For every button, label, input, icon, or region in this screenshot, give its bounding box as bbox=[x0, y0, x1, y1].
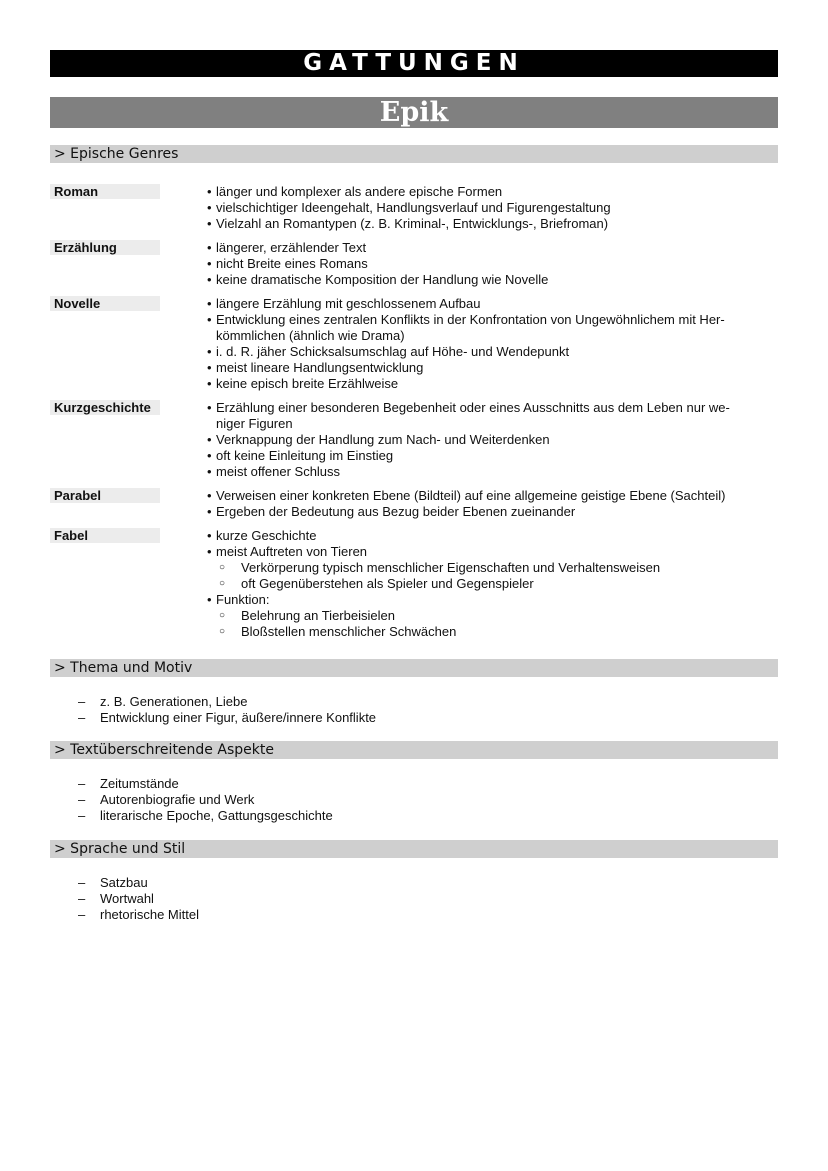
genre-items bbox=[194, 488, 742, 520]
genre-row bbox=[50, 184, 778, 232]
list-item bbox=[194, 184, 742, 200]
bullet-icon: • bbox=[207, 296, 212, 311]
circle-bullet-icon: ○ bbox=[219, 578, 226, 589]
dash-icon: – bbox=[78, 694, 86, 709]
list-item bbox=[194, 256, 742, 272]
dash-icon: – bbox=[78, 776, 86, 791]
genre-row bbox=[50, 240, 778, 288]
sub-item-text: Belehrung an Tierbeisielen bbox=[241, 608, 395, 623]
sub-list-item bbox=[194, 560, 742, 576]
bullet-icon: • bbox=[207, 528, 212, 543]
list-item bbox=[78, 792, 333, 808]
genre-items bbox=[194, 184, 742, 232]
list-item bbox=[78, 808, 333, 824]
item-text: Satzbau bbox=[100, 875, 148, 890]
bullet-icon: • bbox=[207, 400, 212, 415]
list-item bbox=[194, 312, 742, 344]
list-item bbox=[194, 216, 742, 232]
genres-list bbox=[50, 184, 778, 648]
bullet-icon: • bbox=[207, 344, 212, 359]
dash-icon: – bbox=[78, 907, 86, 922]
item-text: längere Erzählung mit geschlossenem Aufbau bbox=[216, 296, 481, 311]
item-text: Wortwahl bbox=[100, 891, 154, 906]
list-item bbox=[78, 907, 199, 923]
bullet-icon: • bbox=[207, 240, 212, 255]
item-text: Verknappung der Handlung zum Nach- und Weiterdenken bbox=[216, 432, 550, 447]
list-item bbox=[194, 464, 742, 480]
genre-label: Roman bbox=[50, 184, 160, 199]
list-item bbox=[194, 376, 742, 392]
item-text: vielschichtiger Ideengehalt, Handlungsverlauf und Figurengestaltung bbox=[216, 200, 611, 215]
list-item bbox=[78, 694, 376, 710]
list-item bbox=[194, 240, 742, 256]
item-text: meist Auftreten von Tieren bbox=[216, 544, 368, 559]
list-item bbox=[194, 200, 742, 216]
bullet-icon: • bbox=[207, 592, 212, 607]
item-text: Autorenbiografie und Werk bbox=[100, 792, 255, 807]
item-text: Entwicklung eines zentralen Konflikts in der Konfrontation von Ungewöhnlichem mit Herkömmlichen (ähnlich wie Drama) bbox=[216, 312, 725, 343]
item-text: länger und komplexer als andere epische Formen bbox=[216, 184, 503, 199]
item-text: i. d. R. jäher Schicksalsumschlag auf Höhe- und Wendepunkt bbox=[216, 344, 570, 359]
text-aspects-list bbox=[78, 776, 333, 824]
genre-items bbox=[194, 296, 742, 392]
list-item bbox=[194, 344, 742, 360]
dash-icon: – bbox=[78, 891, 86, 906]
item-text: oft keine Einleitung im Einstieg bbox=[216, 448, 394, 463]
dash-icon: – bbox=[78, 710, 86, 725]
list-item bbox=[78, 875, 199, 891]
bullet-icon: • bbox=[207, 448, 212, 463]
sub-list-item bbox=[194, 624, 742, 640]
item-text: keine dramatische Komposition der Handlung wie Novelle bbox=[216, 272, 549, 287]
bullet-icon: • bbox=[207, 272, 212, 287]
bullet-icon: • bbox=[207, 360, 212, 375]
sub-item-text: oft Gegenüberstehen als Spieler und Gegenspieler bbox=[241, 576, 534, 591]
dash-icon: – bbox=[78, 792, 86, 807]
bullet-icon: • bbox=[207, 312, 212, 327]
bullet-icon: • bbox=[207, 256, 212, 271]
genre-row bbox=[50, 488, 778, 520]
item-text: nicht Breite eines Romans bbox=[216, 256, 368, 271]
bullet-icon: • bbox=[207, 376, 212, 391]
sub-item-text: Verkörperung typisch menschlicher Eigenschaften und Verhaltensweisen bbox=[241, 560, 661, 575]
dash-icon: – bbox=[78, 875, 86, 890]
genre-label: Erzählung bbox=[50, 240, 160, 255]
list-item bbox=[194, 528, 742, 544]
bullet-icon: • bbox=[207, 200, 212, 215]
circle-bullet-icon: ○ bbox=[219, 562, 226, 573]
sub-list-item bbox=[194, 608, 742, 624]
section-header-thema: > Thema und Motiv bbox=[50, 659, 778, 677]
item-text: Verweisen einer konkreten Ebene (Bildteil) auf eine allgemeine geistige Ebene (Sachteil) bbox=[216, 488, 726, 503]
item-text: literarische Epoche, Gattungsgeschichte bbox=[100, 808, 333, 823]
dash-icon: – bbox=[78, 808, 86, 823]
circle-bullet-icon: ○ bbox=[219, 610, 226, 621]
list-item bbox=[194, 448, 742, 464]
list-item bbox=[78, 710, 376, 726]
list-item bbox=[194, 400, 742, 432]
item-text: keine episch breite Erzählweise bbox=[216, 376, 399, 391]
genre-row bbox=[50, 296, 778, 392]
item-text: Vielzahl an Romantypen (z. B. Kriminal-, Entwicklungs-, Briefroman) bbox=[216, 216, 609, 231]
genre-label: Novelle bbox=[50, 296, 160, 311]
item-text: z. B. Generationen, Liebe bbox=[100, 694, 248, 709]
item-text: Entwicklung einer Figur, äußere/innere Konflikte bbox=[100, 710, 377, 725]
list-item bbox=[78, 891, 199, 907]
section-header-sprache: > Sprache und Stil bbox=[50, 840, 778, 858]
list-item bbox=[194, 432, 742, 448]
bullet-icon: • bbox=[207, 504, 212, 519]
sub-item-text: Bloßstellen menschlicher Schwächen bbox=[241, 624, 457, 639]
genre-row bbox=[50, 400, 778, 480]
item-text: Erzählung einer besonderen Begebenheit oder eines Ausschnitts aus dem Leben nur weniger Figuren bbox=[216, 400, 730, 431]
item-text: meist offener Schluss bbox=[216, 464, 341, 479]
item-text: Zeitumstände bbox=[100, 776, 179, 791]
list-item bbox=[194, 296, 742, 312]
item-text: Funktion: bbox=[216, 592, 270, 607]
genre-label: Fabel bbox=[50, 528, 160, 543]
genre-items bbox=[194, 528, 742, 640]
list-item bbox=[194, 504, 742, 520]
bullet-icon: • bbox=[207, 184, 212, 199]
subtitle-epik: Epik bbox=[50, 97, 778, 128]
list-item bbox=[194, 592, 742, 608]
genre-items bbox=[194, 240, 742, 288]
item-text: kurze Geschichte bbox=[216, 528, 317, 543]
genre-label: Kurzgeschichte bbox=[50, 400, 160, 415]
list-item bbox=[78, 776, 333, 792]
circle-bullet-icon: ○ bbox=[219, 626, 226, 637]
genre-items bbox=[194, 400, 742, 480]
genre-label: Parabel bbox=[50, 488, 160, 503]
item-text: meist lineare Handlungsentwicklung bbox=[216, 360, 424, 375]
bullet-icon: • bbox=[207, 464, 212, 479]
bullet-icon: • bbox=[207, 216, 212, 231]
sprache-list bbox=[78, 875, 199, 923]
section-header-text: > Textüberschreitende Aspekte bbox=[50, 741, 778, 759]
list-item bbox=[194, 272, 742, 288]
list-item bbox=[194, 544, 742, 560]
list-item bbox=[194, 360, 742, 376]
bullet-icon: • bbox=[207, 488, 212, 503]
thema-list bbox=[78, 694, 376, 726]
bullet-icon: • bbox=[207, 432, 212, 447]
list-item bbox=[194, 488, 742, 504]
page-title: GATTUNGEN bbox=[50, 50, 778, 77]
item-text: rhetorische Mittel bbox=[100, 907, 199, 922]
bullet-icon: • bbox=[207, 544, 212, 559]
section-header-genres: > Epische Genres bbox=[50, 145, 778, 163]
item-text: Ergeben der Bedeutung aus Bezug beider Ebenen zueinander bbox=[216, 504, 576, 519]
genre-row bbox=[50, 528, 778, 640]
item-text: längerer, erzählender Text bbox=[216, 240, 367, 255]
sub-list-item bbox=[194, 576, 742, 592]
